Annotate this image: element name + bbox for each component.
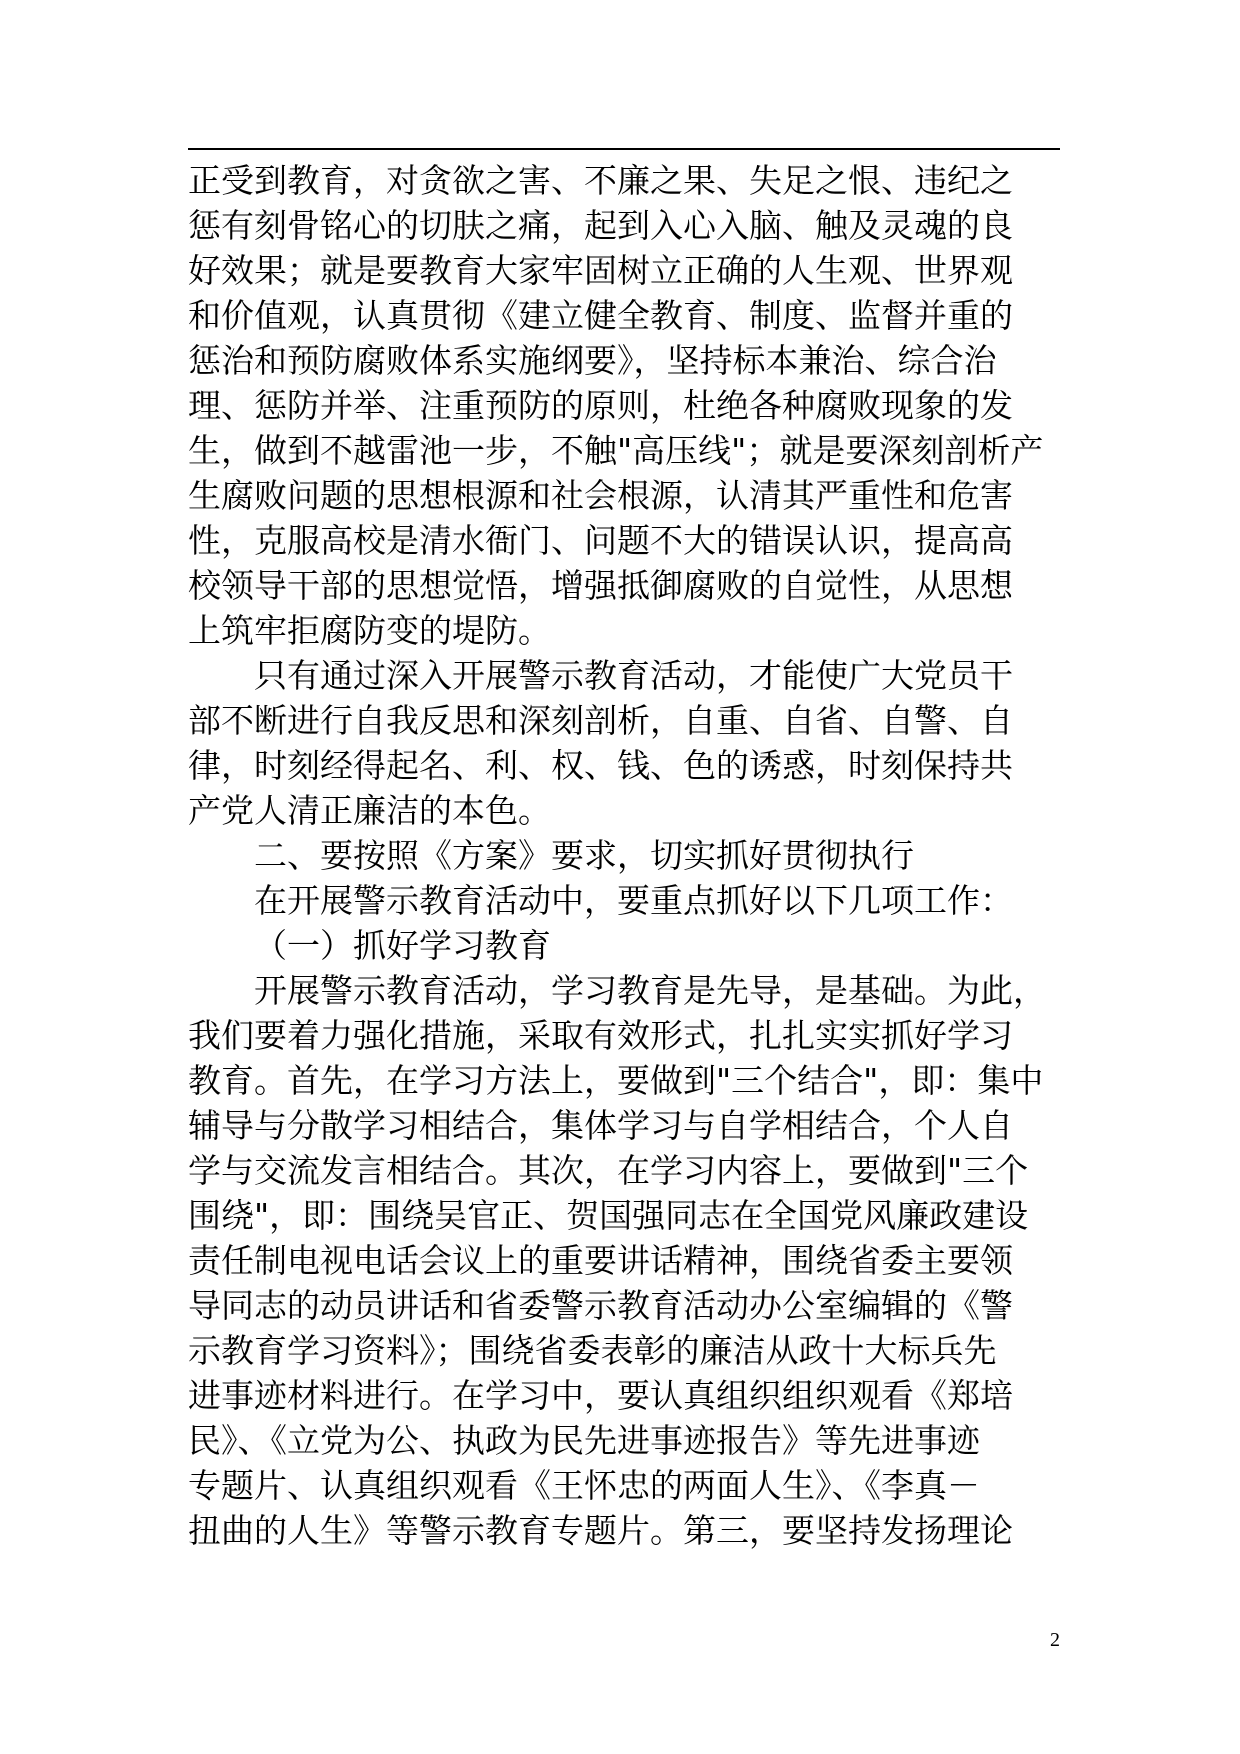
text-line: 导同志的动员讲话和省委警示教育活动办公室编辑的《警 <box>188 1286 1013 1325</box>
text-line: 生腐败问题的思想根源和社会根源，认清其严重性和危害 <box>188 476 1013 515</box>
text-line: 责任制电视电话会议上的重要讲话精神，围绕省委主要领 <box>188 1241 1013 1280</box>
text-line: 校领导干部的思想觉悟，增强抵御腐败的自觉性，从思想 <box>188 566 1013 605</box>
text-line: 我们要着力强化措施，采取有效形式，扎扎实实抓好学习 <box>188 1016 1013 1055</box>
page-number: 2 <box>1050 1629 1060 1651</box>
text-line: 二、要按照《方案》要求，切实抓好贯彻执行 <box>254 836 914 875</box>
text-line: 开展警示教育活动，学习教育是先导，是基础。为此， <box>254 971 1046 1010</box>
text-line: 专题片、认真组织观看《王怀忠的两面人生》、《李真－ <box>188 1466 980 1505</box>
text-line: 部不断进行自我反思和深刻剖析，自重、自省、自警、自 <box>188 701 1013 740</box>
text-line: 正受到教育，对贪欲之害、不廉之果、失足之恨、违纪之 <box>188 161 1013 200</box>
text-line: 进事迹材料进行。在学习中，要认真组织组织观看《郑培 <box>188 1376 1013 1415</box>
body-text <box>188 158 1088 1553</box>
text-line: 律，时刻经得起名、利、权、钱、色的诱惑，时刻保持共 <box>188 746 1013 785</box>
text-line: 在开展警示教育活动中，要重点抓好以下几项工作： <box>254 881 1013 920</box>
text-line: 惩有刻骨铭心的切肤之痛，起到入心入脑、触及灵魂的良 <box>188 206 1013 245</box>
header-rule <box>188 148 1060 150</box>
text-line: 生，做到不越雷池一步，不触"高压线"；就是要深刻剖析产 <box>188 431 1044 470</box>
text-line: 产党人清正廉洁的本色。 <box>188 791 551 830</box>
text-line: 辅导与分散学习相结合，集体学习与自学相结合，个人自 <box>188 1106 1013 1145</box>
text-line: 只有通过深入开展警示教育活动，才能使广大党员干 <box>254 656 1013 695</box>
text-line: 上筑牢拒腐防变的堤防。 <box>188 611 551 650</box>
text-line: 理、惩防并举、注重预防的原则，杜绝各种腐败现象的发 <box>188 386 1013 425</box>
text-line: 惩治和预防腐败体系实施纲要》，坚持标本兼治、综合治 <box>188 341 997 380</box>
text-line: 扭曲的人生》等警示教育专题片。第三，要坚持发扬理论 <box>188 1511 1013 1550</box>
text-line: 民》、《立党为公、执政为民先进事迹报告》等先进事迹 <box>188 1421 980 1460</box>
text-line: 性，克服高校是清水衙门、问题不大的错误认识，提高高 <box>188 521 1013 560</box>
text-line: 教育。首先，在学习方法上，要做到"三个结合"，即：集中 <box>188 1061 1044 1100</box>
text-line: 好效果；就是要教育大家牢固树立正确的人生观、世界观 <box>188 251 1013 290</box>
text-line: （一）抓好学习教育 <box>254 926 551 965</box>
text-line: 和价值观，认真贯彻《建立健全教育、制度、监督并重的 <box>188 296 1013 335</box>
text-line: 学与交流发言相结合。其次，在学习内容上，要做到"三个 <box>188 1151 1029 1190</box>
text-line: 围绕"，即：围绕吴官正、贺国强同志在全国党风廉政建设 <box>188 1196 1029 1235</box>
text-line: 示教育学习资料》；围绕省委表彰的廉洁从政十大标兵先 <box>188 1331 997 1370</box>
